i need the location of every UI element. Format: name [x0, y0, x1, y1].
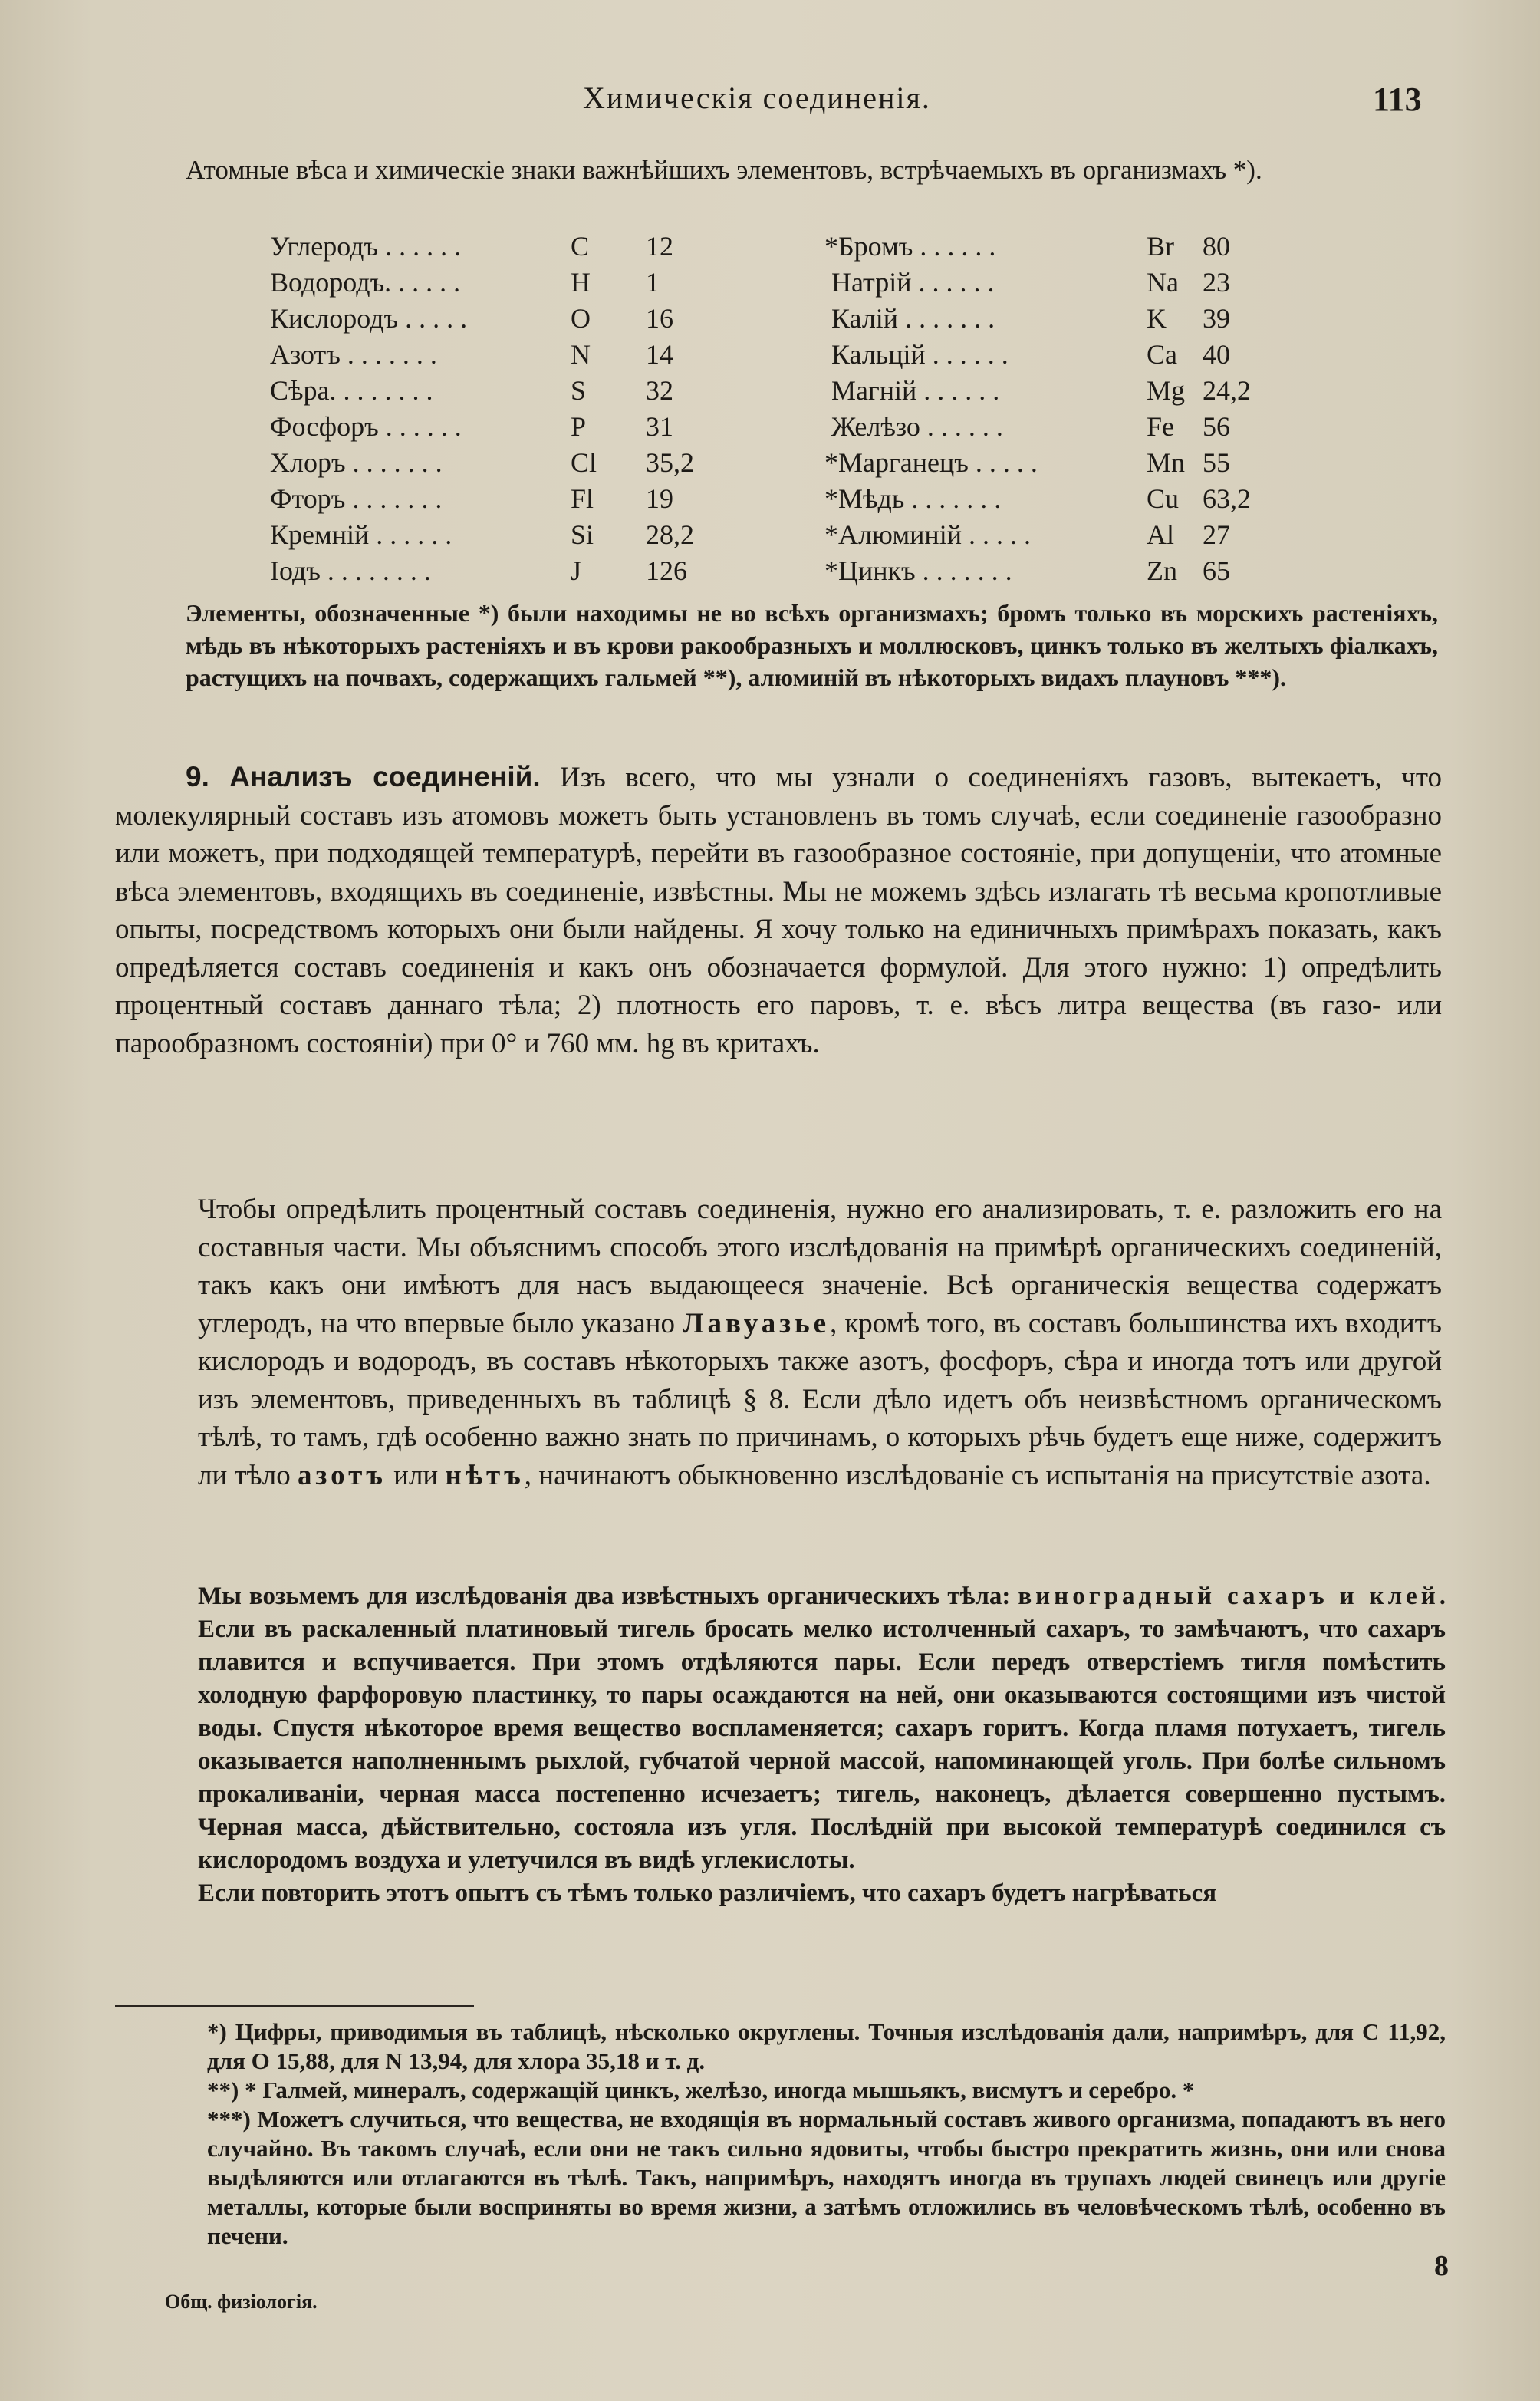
footnotes	[115, 2017, 1446, 2251]
element-row	[270, 338, 745, 374]
element-row	[270, 483, 745, 519]
element-symbol: K	[1147, 303, 1167, 334]
section-heading: 9. Анализъ соединеній.	[186, 761, 541, 792]
element-row	[824, 266, 1300, 302]
element-row	[270, 230, 745, 266]
element-row	[270, 410, 745, 446]
element-table-left	[270, 230, 745, 591]
element-symbol: Fl	[571, 483, 594, 514]
section-9-body: Изъ всего, что мы узнали о соединеніяхъ газовъ, вытекаетъ, что молекулярный составъ изъ атомовъ можетъ быть установленъ въ томъ случаѣ, если соединеніе газообразно или можетъ, при подходящей температурѣ, перейти въ газообразное состояніе, при допущеніи, что атомные вѣса элементовъ, входящихъ въ соединеніе, извѣстны. Мы не можемъ здѣсь излагать тѣ весьма кропотливые опыты, посредствомъ которыхъ они были найдены. Я хочу только на единичныхъ примѣрахъ показать, какъ опредѣляется составъ соединенія и какъ онъ обозначается формулой. Для этого нужно: 1) опредѣлить процентный составъ даннаго тѣла; 2) плотность его паровъ, т. е. вѣсъ литра вещества (въ газо- или парообразномъ состояніи) при 0° и 760 мм. hg въ критахъ.	[115, 762, 1442, 1059]
element-symbol: H	[571, 267, 591, 298]
element-name: Фторъ . . . . . . .	[270, 483, 443, 514]
paragraph-text-b: . Если въ раскаленный платиновый тигель бросать мелко истолченный сахаръ, то замѣчаютъ, что сахаръ плавится и вспучивается. При этомъ отдѣляются пары. Если передъ отверстіемъ тигля помѣстить холодную фарфоровую пластинку, то пары осаждаются на ней, они оказываются состоящими изъ чистой воды. Спустя нѣкоторое время вещество воспламеняется; сахаръ горитъ. Когда пламя потухаетъ, тигель оказывается наполненнымъ рыхлой, губчатой черной массой, напоминающей уголь. При болѣе сильномъ прокаливаніи, черная масса постепенно исчезаетъ; тигель, наконецъ, дѣлается совершенно пустымъ. Черная масса, дѣйствительно, состояла изъ угля. Послѣдній при высокой температурѣ соединился съ кислородомъ воздуха и улетучился въ видѣ углекислоты.	[198, 1583, 1446, 1874]
table-intro	[115, 152, 1434, 189]
element-name: Водородъ. . . . . .	[270, 267, 461, 298]
element-weight: 14	[646, 339, 673, 370]
element-symbol: S	[571, 375, 587, 406]
signature-mark: 8	[1434, 2250, 1449, 2282]
element-name: Фосфоръ . . . . . .	[270, 411, 462, 442]
element-row	[824, 483, 1300, 519]
element-row	[270, 555, 745, 591]
element-weight: 12	[646, 231, 673, 262]
element-symbol: Na	[1147, 267, 1179, 298]
element-name: *Алюминій . . . . .	[824, 519, 1031, 550]
paragraph-text-a: Мы возьмемъ для изслѣдованія два извѣстныхъ органическихъ тѣла:	[198, 1583, 1018, 1610]
element-weight: 55	[1203, 447, 1230, 478]
element-weight: 56	[1203, 411, 1230, 442]
element-weight: 27	[1203, 519, 1230, 550]
element-symbol: Al	[1147, 519, 1174, 550]
element-row	[270, 519, 745, 555]
continuation-text: Если повторить этотъ опытъ съ тѣмъ только различіемъ, что сахаръ будетъ нагрѣваться	[198, 1879, 1217, 1907]
element-symbol: N	[571, 339, 591, 370]
element-symbol: Mn	[1147, 447, 1186, 478]
elements-note	[115, 597, 1438, 693]
experiment-paragraph	[115, 1580, 1446, 1910]
element-weight: 39	[1203, 303, 1230, 334]
element-row	[270, 374, 745, 410]
element-weight: 1	[646, 267, 660, 298]
element-weight: 35,2	[646, 447, 694, 478]
element-weight: 31	[646, 411, 673, 442]
element-name: *Бромъ . . . . . .	[824, 231, 996, 262]
element-row	[824, 302, 1300, 338]
element-name: Іодъ . . . . . . . .	[270, 555, 431, 586]
element-weight: 24,2	[1203, 375, 1251, 406]
element-symbol: Mg	[1147, 375, 1186, 406]
element-weight: 28,2	[646, 519, 694, 550]
element-weight: 126	[646, 555, 687, 586]
analysis-paragraph	[115, 1191, 1442, 1494]
page-number: 113	[1373, 81, 1422, 118]
element-symbol: Si	[571, 519, 594, 550]
experiment-paragraph-text	[115, 1580, 1446, 1877]
elements-note-text: Элементы, обозначенные *) были находимы не во всѣхъ организмахъ; бромъ только въ морскихъ растеніяхъ, мѣдь въ нѣкоторыхъ растеніяхъ и въ крови ракообразныхъ и моллюсковъ, цинкъ только въ желтыхъ фіалкахъ, растущихъ на почвахъ, содержащихъ гальмей **), алюминій въ нѣкоторыхъ видахъ плауновъ ***).	[186, 599, 1438, 691]
element-name: *Марганецъ . . . . .	[824, 447, 1038, 478]
element-row	[270, 302, 745, 338]
element-name: Магній . . . . . .	[824, 375, 1000, 406]
element-row	[824, 410, 1300, 446]
element-name: Сѣра. . . . . . . .	[270, 375, 433, 406]
element-name: Натрій . . . . . .	[824, 267, 995, 298]
element-name: Углеродъ . . . . . .	[270, 231, 462, 262]
element-symbol: O	[571, 303, 591, 334]
analysis-paragraph-text	[115, 1191, 1442, 1494]
element-weight: 80	[1203, 231, 1230, 262]
element-table-right	[824, 230, 1300, 591]
element-name: Хлоръ . . . . . . .	[270, 447, 443, 478]
element-row	[824, 446, 1300, 483]
footnote-rule	[115, 2005, 474, 2007]
footnote-1: *) Цифры, приводимыя въ таблицѣ, нѣсколько округлены. Точныя изслѣдованія дали, напримѣръ, для C 11,92, для O 15,88, для N 13,94, для хлора 35,18 и т. д.	[207, 2018, 1446, 2074]
running-title: Химическія соединенія.	[583, 81, 931, 115]
emphasis-azot: азотъ	[298, 1459, 387, 1491]
page-header	[0, 80, 1540, 126]
element-weight: 19	[646, 483, 673, 514]
emphasis-substances: виноградный сахаръ и клей	[1018, 1583, 1440, 1610]
element-row	[824, 555, 1300, 591]
element-symbol: Cu	[1147, 483, 1180, 514]
paragraph-text-c: или	[386, 1459, 446, 1491]
paragraph-text-b: , кромѣ того, въ составъ большинства ихъ входитъ кислородъ и водородъ, въ составъ нѣкоторыхъ также азотъ, фосфоръ, сѣра и иногда тотъ или другой изъ элементовъ, приведенныхъ въ таблицѣ § 8. Если дѣло идетъ объ неизвѣстномъ органическомъ тѣлѣ, то тамъ, гдѣ особенно важно знать по причинамъ, о которыхъ рѣчь будетъ еще ниже, содержитъ ли тѣло	[198, 1307, 1442, 1491]
book-mark: Общ. физіологія.	[165, 2291, 318, 2313]
element-weight: 40	[1203, 339, 1230, 370]
element-name: Кислородъ . . . . .	[270, 303, 468, 334]
element-symbol: P	[571, 411, 587, 442]
element-symbol: J	[571, 555, 582, 586]
emphasis-net: нѣтъ	[445, 1459, 525, 1491]
element-name: *Мѣдь . . . . . . .	[824, 483, 1002, 514]
section-9	[115, 758, 1442, 1062]
element-symbol: Zn	[1147, 555, 1177, 586]
element-row	[824, 519, 1300, 555]
paragraph-text-d: , начинаютъ обыкновенно изслѣдованіе съ испытанія на присутствіе азота.	[524, 1459, 1431, 1491]
element-symbol: Fe	[1147, 411, 1174, 442]
element-name: Желѣзо . . . . . .	[824, 411, 1003, 442]
element-name: Калій . . . . . . .	[824, 303, 995, 334]
element-row	[824, 230, 1300, 266]
element-weight: 23	[1203, 267, 1230, 298]
section-9-paragraph	[115, 758, 1442, 1062]
paragraph-text-a: Чтобы опредѣлить процентный составъ соединенія, нужно его анализировать, т. е. разложить его на составныя части. Мы объяснимъ способъ этого изслѣдованія на примѣрѣ органическихъ соединеній, такъ какъ они имѣютъ для насъ выдающееся значеніе. Всѣ органическія вещества содержатъ углеродъ, на что впервые было указано	[198, 1194, 1442, 1339]
element-symbol: Ca	[1147, 339, 1177, 370]
element-name: Кремній . . . . . .	[270, 519, 452, 550]
footnote-2: **) * Галмей, минералъ, содержащій цинкъ, желѣзо, иногда мышьякъ, висмутъ и серебро. *	[207, 2077, 1195, 2103]
element-name: *Цинкъ . . . . . . .	[824, 555, 1012, 586]
element-weight: 63,2	[1203, 483, 1251, 514]
element-row	[824, 338, 1300, 374]
element-row	[270, 266, 745, 302]
element-name: Азотъ . . . . . . .	[270, 339, 437, 370]
footnote-3: ***) Можетъ случиться, что вещества, не входящія въ нормальный составъ живого организма, попадаютъ въ него случайно. Въ такомъ случаѣ, если они не такъ сильно ядовиты, чтобы быстро прекратить жизнь, они или снова выдѣляются или отлагаются въ тѣлѣ. Такъ, напримѣръ, находятъ иногда въ трупахъ людей свинецъ или другіе металлы, которые были восприняты во время жизни, а затѣмъ отложились въ человѣческомъ тѣлѣ, особенно въ печени.	[207, 2106, 1446, 2249]
element-symbol: Cl	[571, 447, 597, 478]
element-weight: 32	[646, 375, 673, 406]
element-row	[270, 446, 745, 483]
table-intro-text: Атомные вѣса и химическіе знаки важнѣйшихъ элементовъ, встрѣчаемыхъ въ организмахъ *).	[186, 155, 1262, 185]
name-lavoisier: Лавуазье	[682, 1307, 831, 1339]
element-weight: 16	[646, 303, 673, 334]
element-weight: 65	[1203, 555, 1230, 586]
element-symbol: Br	[1147, 231, 1174, 262]
element-symbol: C	[571, 231, 590, 262]
element-row	[824, 374, 1300, 410]
element-name: Кальцій . . . . . .	[824, 339, 1009, 370]
